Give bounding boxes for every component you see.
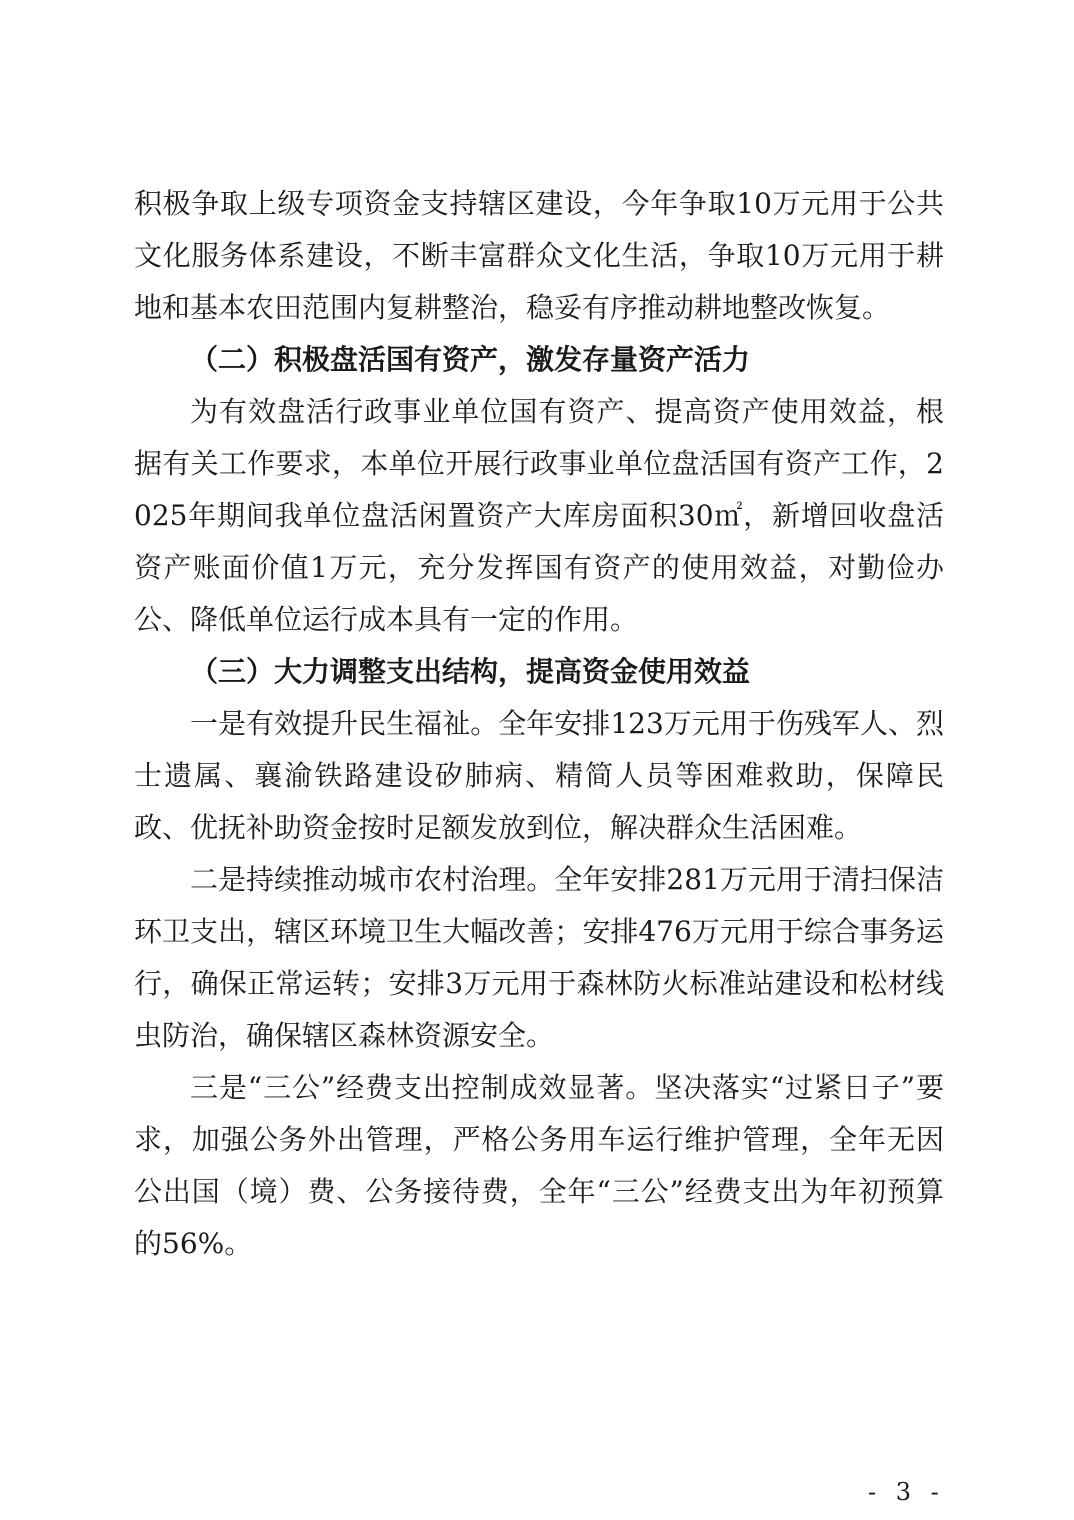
section-heading-3: （三）大力调整支出结构，提高资金使用效益 xyxy=(190,655,751,688)
paragraph-governance: 二是持续推动城市农村治理。全年安排281万元用于清扫保洁环卫支出，辖区环境卫生大幅改善；安排476万元用于综合事务运行，确保正常运转；安排3万元用于森林防火标准站建设和松材线虫防治，确保辖区森林资源安全。 xyxy=(134,863,944,1052)
paragraph-livelihood: 一是有效提升民生福祉。全年安排123万元用于伤残军人、烈士遗属、襄渝铁路建设矽肺病、精简人员等困难救助，保障民政、优抚补助资金按时足额发放到位，解决群众生活困难。 xyxy=(134,707,944,844)
paragraph-continuation: 积极争取上级专项资金支持辖区建设，今年争取10万元用于公共文化服务体系建设，不断丰富群众文化生活，争取10万元用于耕地和基本农田范围内复耕整治，稳妥有序推动耕地整改恢复。 xyxy=(134,187,944,324)
document-body xyxy=(134,178,944,1270)
paragraph-three-public-expenses: 三是“三公”经费支出控制成效显著。坚决落实“过紧日子”要求，加强公务外出管理，严格公务用车运行维护管理，全年无因公出国（境）费、公务接待费，全年“三公”经费支出为年初预算的56%。 xyxy=(134,1071,944,1260)
section-heading-2: （二）积极盘活国有资产，激发存量资产活力 xyxy=(190,343,751,376)
paragraph-asset-revitalization: 为有效盘活行政事业单位国有资产、提高资产使用效益，根据有关工作要求，本单位开展行政事业单位盘活国有资产工作，2025年期间我单位盘活闲置资产大库房面积30㎡，新增回收盘活资产账面价值1万元，充分发挥国有资产的使用效益，对勤俭办公、降低单位运行成本具有一定的作用。 xyxy=(134,395,944,636)
page-number: - 3 - xyxy=(868,1478,945,1506)
